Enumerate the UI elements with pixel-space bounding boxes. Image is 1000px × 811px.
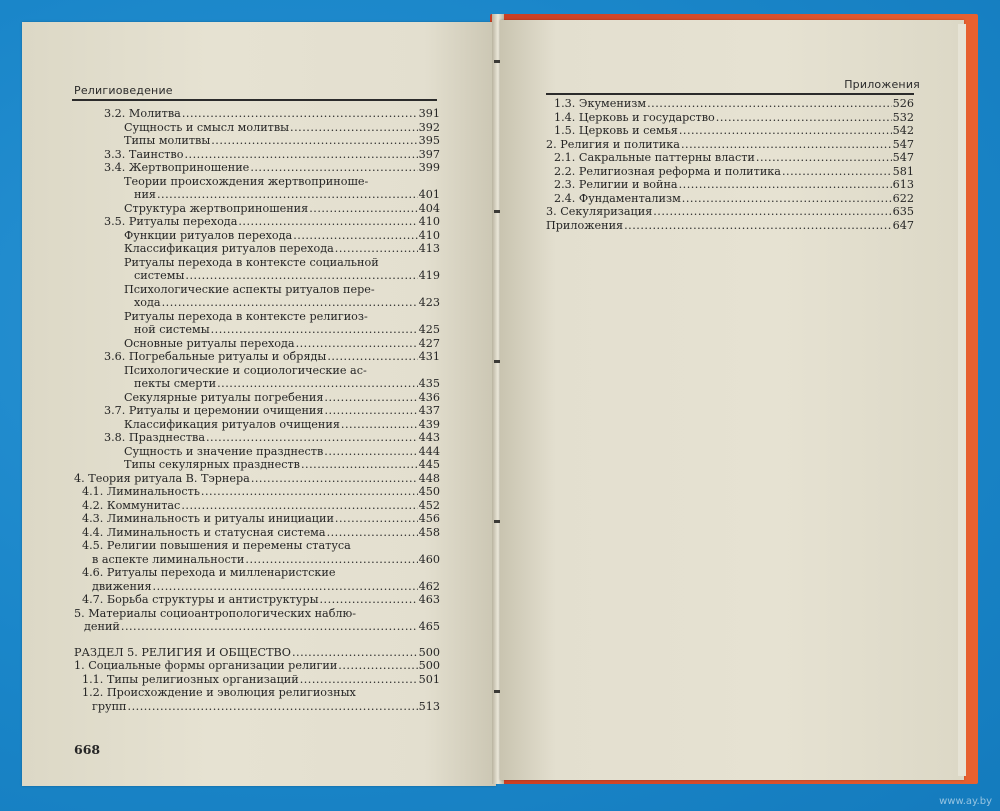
toc-entry-row (124, 269, 440, 283)
toc-entry (546, 178, 914, 192)
toc-entry (74, 431, 440, 445)
toc-entry-title-continuation: в аспекте лиминальности (92, 552, 245, 566)
toc-entry-row (104, 107, 440, 121)
toc-entry-row (124, 458, 440, 472)
toc-page-number: 392 (418, 120, 440, 134)
toc-right (546, 97, 914, 232)
toc-entry (74, 458, 440, 472)
toc-page-number: 462 (418, 579, 440, 593)
toc-entry-row (124, 229, 440, 243)
toc-page-number: 436 (418, 390, 440, 404)
toc-entry (74, 202, 440, 216)
toc-entry (74, 121, 440, 135)
toc-entry (546, 151, 914, 165)
toc-entry-row (82, 526, 440, 540)
toc-entry (74, 686, 440, 713)
toc-entry-row (104, 215, 440, 229)
toc-page-number: 445 (418, 458, 440, 471)
dot-leader (185, 269, 417, 283)
toc-entry-row (124, 323, 440, 337)
dot-leader (341, 418, 418, 432)
toc-entry-row (554, 165, 914, 179)
toc-entry-title: 1.4. Церковь и государство (554, 110, 715, 124)
watermark: www.ay.by (939, 796, 992, 807)
toc-entry-row (554, 192, 914, 206)
toc-entry (74, 175, 440, 202)
toc-page-number: 401 (418, 188, 440, 201)
toc-entry-row (124, 121, 440, 135)
header-rule-left (72, 99, 437, 101)
dot-leader (181, 499, 417, 513)
dot-leader (327, 526, 418, 540)
toc-entry (74, 283, 440, 310)
toc-entry-title: 3.4. Жертвоприношение (104, 161, 250, 174)
toc-entry (74, 673, 440, 687)
toc-entry (74, 391, 440, 405)
toc-entry-row (104, 404, 440, 418)
toc-entry (546, 192, 914, 206)
dot-leader (251, 472, 418, 486)
toc-entry-title: 4.4. Лиминальность и статусная система (82, 525, 326, 539)
toc-entry-title-continuation: системы (134, 269, 185, 282)
dot-leader (153, 580, 418, 594)
toc-page-number: 448 (418, 471, 440, 485)
dot-leader (679, 178, 892, 192)
toc-entry-row (124, 134, 440, 148)
dot-leader (782, 165, 892, 179)
toc-entry (74, 107, 440, 121)
toc-entry-title: Классификация ритуалов очищения (124, 417, 340, 431)
toc-entry (546, 111, 914, 125)
toc-entry (74, 539, 440, 566)
toc-entry-row (124, 296, 440, 310)
toc-page-number: 413 (418, 242, 440, 255)
toc-entry-title: 4.2. Коммунитас (82, 498, 181, 512)
toc-entry-title: 3.8. Празднества (104, 431, 205, 444)
dot-leader (128, 700, 418, 714)
toc-entry-row (104, 148, 440, 162)
toc-page-number: 501 (418, 672, 440, 686)
toc-entry (546, 138, 914, 152)
running-head-right: Приложения (844, 78, 920, 91)
toc-page-number: 423 (418, 296, 440, 309)
dot-leader (290, 121, 418, 135)
toc-page-number: 581 (892, 164, 914, 178)
toc-page-number: 419 (418, 269, 440, 282)
page-fore-edge (958, 24, 966, 776)
dot-leader (335, 242, 418, 256)
toc-entry-title: 5. Материалы социоантропологических наблю- (74, 606, 357, 620)
toc-entry-row (82, 553, 440, 567)
toc-entry-title: Типы секулярных празднеств (124, 458, 300, 471)
header-rule-right (546, 93, 914, 95)
toc-entry-row (554, 151, 914, 165)
running-head-left: Религиоведение (74, 84, 173, 97)
toc-entry-title: 4.7. Борьба структуры и антиструктуры (82, 593, 319, 606)
toc-entry-title: 2.3. Религии и война (554, 178, 678, 191)
toc-page-number: 532 (892, 110, 914, 124)
toc-page-number: 397 (418, 147, 440, 161)
toc-entry-title: Ритуалы перехода в контексте религиоз- (124, 309, 368, 323)
toc-entry-row (554, 124, 914, 138)
toc-page-number: 460 (418, 552, 440, 566)
toc-entry-row (82, 700, 440, 714)
toc-entry-row (124, 445, 440, 459)
toc-entry-title: Функции ритуалов перехода (124, 228, 293, 242)
toc-entry-title: Сущность и значение празднеств (124, 444, 324, 458)
dot-leader (338, 659, 417, 673)
toc-entry (74, 659, 440, 673)
toc-page-number: 443 (418, 431, 440, 444)
toc-entry (74, 404, 440, 418)
dot-leader (679, 124, 892, 138)
toc-entry-row (124, 337, 440, 351)
toc-entry-title: Психологические аспекты ритуалов пере- (124, 282, 375, 296)
toc-page-number: 635 (892, 205, 914, 218)
toc-entry (74, 161, 440, 175)
dot-leader (157, 188, 418, 202)
dot-leader (296, 337, 418, 351)
dot-leader (184, 148, 417, 162)
toc-page-number: 450 (418, 485, 440, 498)
toc-entry (74, 646, 440, 660)
toc-entry-row (104, 350, 440, 364)
toc-page-number: 542 (892, 124, 914, 137)
toc-entry-title: 3.7. Ритуалы и церемонии очищения (104, 404, 324, 417)
toc-page-number: 463 (418, 593, 440, 606)
toc-entry (74, 310, 440, 337)
toc-page-number: 439 (418, 417, 440, 431)
toc-entry-title-continuation: ния (134, 188, 156, 201)
toc-entry-title: 4.3. Лиминальность и ритуалы инициации (82, 512, 334, 525)
dot-leader (201, 485, 418, 499)
toc-entry-title: 1.2. Происхождение и эволюция религиозных (82, 686, 356, 699)
dot-leader (211, 323, 418, 337)
dot-leader (327, 350, 417, 364)
toc-entry (74, 242, 440, 256)
toc-page-number: 444 (418, 444, 440, 458)
toc-entry-title-continuation: движения (92, 579, 152, 593)
toc-entry-row (104, 431, 440, 445)
dot-leader (324, 404, 417, 418)
right-page (500, 20, 964, 780)
dot-leader (182, 107, 418, 121)
dot-leader (238, 215, 417, 229)
binding-stitch (494, 60, 500, 63)
toc-entry-row (546, 205, 914, 219)
toc-entry-title: 4.1. Лиминальность (82, 485, 200, 498)
toc-entry-title: 3.2. Молитва (104, 107, 181, 120)
toc-entry-title: 2.1. Сакральные паттерны власти (554, 151, 755, 164)
toc-entry (546, 124, 914, 138)
dot-leader (245, 553, 417, 567)
toc-page-number: 399 (418, 161, 440, 174)
toc-entry-title-continuation: пекты смерти (134, 377, 217, 390)
dot-leader (681, 138, 892, 152)
toc-page-number: 404 (418, 201, 440, 215)
toc-entry-title: 3.6. Погребальные ритуалы и обряды (104, 350, 327, 363)
toc-entry-title: 2. Религия и политика (546, 137, 680, 151)
dot-leader (335, 512, 418, 526)
toc-entry-row (82, 580, 440, 594)
toc-page-number: 500 (418, 645, 440, 659)
toc-entry-title: 2.4. Фундаментализм (554, 191, 681, 205)
toc-entry-row (82, 499, 440, 513)
dot-leader (250, 161, 417, 175)
toc-entry-title-continuation: групп (92, 699, 127, 713)
toc-entry-row (82, 593, 440, 607)
dot-leader (300, 673, 418, 687)
binding-stitch (494, 520, 500, 523)
toc-entry (74, 134, 440, 148)
toc-entry-row (124, 202, 440, 216)
toc-entry (74, 499, 440, 513)
toc-entry (74, 607, 440, 634)
toc-entry-row (124, 418, 440, 432)
dot-leader (716, 111, 892, 125)
binding-stitch (494, 360, 500, 363)
toc-entry-title: Психологические и социологические ас- (124, 363, 367, 377)
toc-page-number: 391 (418, 107, 440, 120)
dot-leader (206, 431, 418, 445)
dot-leader (121, 620, 418, 634)
toc-entry-row (554, 178, 914, 192)
toc-entry-title: 1. Социальные формы организации религии (74, 659, 338, 672)
dot-leader (682, 192, 892, 206)
toc-entry-row (74, 472, 440, 486)
toc-entry-row (124, 188, 440, 202)
toc-entry (74, 337, 440, 351)
toc-page-number: 410 (418, 215, 440, 228)
toc-entry (74, 215, 440, 229)
toc-entry-title: Секулярные ритуалы погребения (124, 390, 324, 404)
toc-page-number: 547 (892, 137, 914, 151)
binding-stitch (494, 210, 500, 213)
toc-entry-title: 1.5. Церковь и семья (554, 124, 678, 137)
toc-page-number: 452 (418, 498, 440, 512)
toc-entry-row (546, 138, 914, 152)
toc-page-number: 526 (892, 97, 914, 110)
dot-leader (319, 593, 417, 607)
toc-left (74, 107, 440, 713)
toc-page-number: 431 (418, 350, 440, 363)
dot-leader (217, 377, 418, 391)
dot-leader (756, 151, 892, 165)
toc-page-number: 613 (892, 178, 914, 191)
toc-entry-title-continuation: ной системы (134, 323, 210, 336)
toc-page-number: 427 (418, 336, 440, 350)
dot-leader (292, 646, 418, 660)
toc-page-number: 547 (892, 151, 914, 164)
dot-leader (162, 296, 418, 310)
toc-entry-row (104, 161, 440, 175)
toc-entry-row (124, 242, 440, 256)
toc-page-number: 435 (418, 377, 440, 390)
toc-page-number: 437 (418, 404, 440, 417)
toc-entry-row (74, 659, 440, 673)
toc-page-number: 456 (418, 512, 440, 525)
dot-leader (301, 458, 418, 472)
toc-entry-title: 4. Теория ритуала В. Тэрнера (74, 471, 250, 485)
toc-entry (74, 512, 440, 526)
toc-entry-row (554, 111, 914, 125)
toc-entry-row (124, 391, 440, 405)
toc-entry-title: 1.1. Типы религиозных организаций (82, 672, 299, 686)
toc-entry (74, 472, 440, 486)
toc-entry-title: 4.6. Ритуалы перехода и милленаристские (82, 566, 336, 579)
toc-entry-title: Типы молитвы (124, 134, 211, 147)
page-number: 668 (74, 742, 101, 757)
toc-entry-title: 3.5. Ритуалы перехода (104, 215, 238, 228)
dot-leader (324, 445, 417, 459)
toc-page-number: 465 (418, 620, 440, 633)
left-page (22, 22, 496, 786)
toc-entry-title: Основные ритуалы перехода (124, 336, 295, 350)
toc-entry-row (124, 377, 440, 391)
toc-entry (74, 593, 440, 607)
dot-leader (293, 229, 417, 243)
toc-entry-title: 3. Секуляризация (546, 205, 653, 218)
toc-entry (74, 485, 440, 499)
toc-page-number: 513 (418, 699, 440, 713)
toc-entry-title: Приложения (546, 218, 624, 232)
toc-entry (74, 148, 440, 162)
toc-entry-row (82, 485, 440, 499)
toc-entry-title: 4.5. Религии повышения и перемены статуса (82, 539, 351, 552)
dot-leader (211, 134, 417, 148)
toc-entry-title: РАЗДЕЛ 5. РЕЛИГИЯ И ОБЩЕСТВО (74, 645, 291, 659)
toc-page-number: 647 (892, 218, 914, 232)
toc-entry (74, 445, 440, 459)
toc-entry-title: Ритуалы перехода в контексте социальной (124, 255, 379, 269)
toc-page-number: 425 (418, 323, 440, 336)
toc-entry (546, 97, 914, 111)
toc-page-number: 500 (418, 659, 440, 672)
toc-entry (546, 165, 914, 179)
dot-leader (324, 391, 417, 405)
toc-entry (546, 219, 914, 233)
toc-page-number: 622 (892, 191, 914, 205)
toc-entry-title: Структура жертвоприношения (124, 201, 309, 215)
toc-entry (74, 418, 440, 432)
toc-entry-title: 2.2. Религиозная реформа и политика (554, 164, 781, 178)
toc-entry-title: 3.3. Таинство (104, 147, 184, 161)
toc-entry-row (546, 219, 914, 233)
toc-entry-row (74, 620, 440, 634)
toc-page-number: 395 (418, 134, 440, 147)
toc-entry-title-continuation: дений (84, 620, 120, 633)
toc-entry-title: 1.3. Экуменизм (554, 97, 647, 110)
binding-stitch (494, 690, 500, 693)
toc-entry (74, 526, 440, 540)
toc-entry-title: Сущность и смысл молитвы (124, 120, 290, 134)
toc-entry (546, 205, 914, 219)
dot-leader (624, 219, 892, 233)
toc-entry-title: Классификация ритуалов перехода (124, 242, 334, 255)
toc-entry-row (82, 512, 440, 526)
toc-entry (74, 364, 440, 391)
dot-leader (653, 205, 891, 219)
toc-entry (74, 350, 440, 364)
dot-leader (309, 202, 417, 216)
toc-entry-title-continuation: хода (134, 296, 161, 309)
toc-entry-title: Теории происхождения жертвоприноше- (124, 174, 369, 188)
toc-entry (74, 256, 440, 283)
toc-entry-row (82, 673, 440, 687)
toc-page-number: 410 (418, 228, 440, 242)
toc-entry (74, 229, 440, 243)
toc-page-number: 458 (418, 525, 440, 539)
dot-leader (647, 97, 892, 111)
toc-entry-row (554, 97, 914, 111)
toc-entry-row (74, 646, 440, 660)
toc-entry (74, 566, 440, 593)
